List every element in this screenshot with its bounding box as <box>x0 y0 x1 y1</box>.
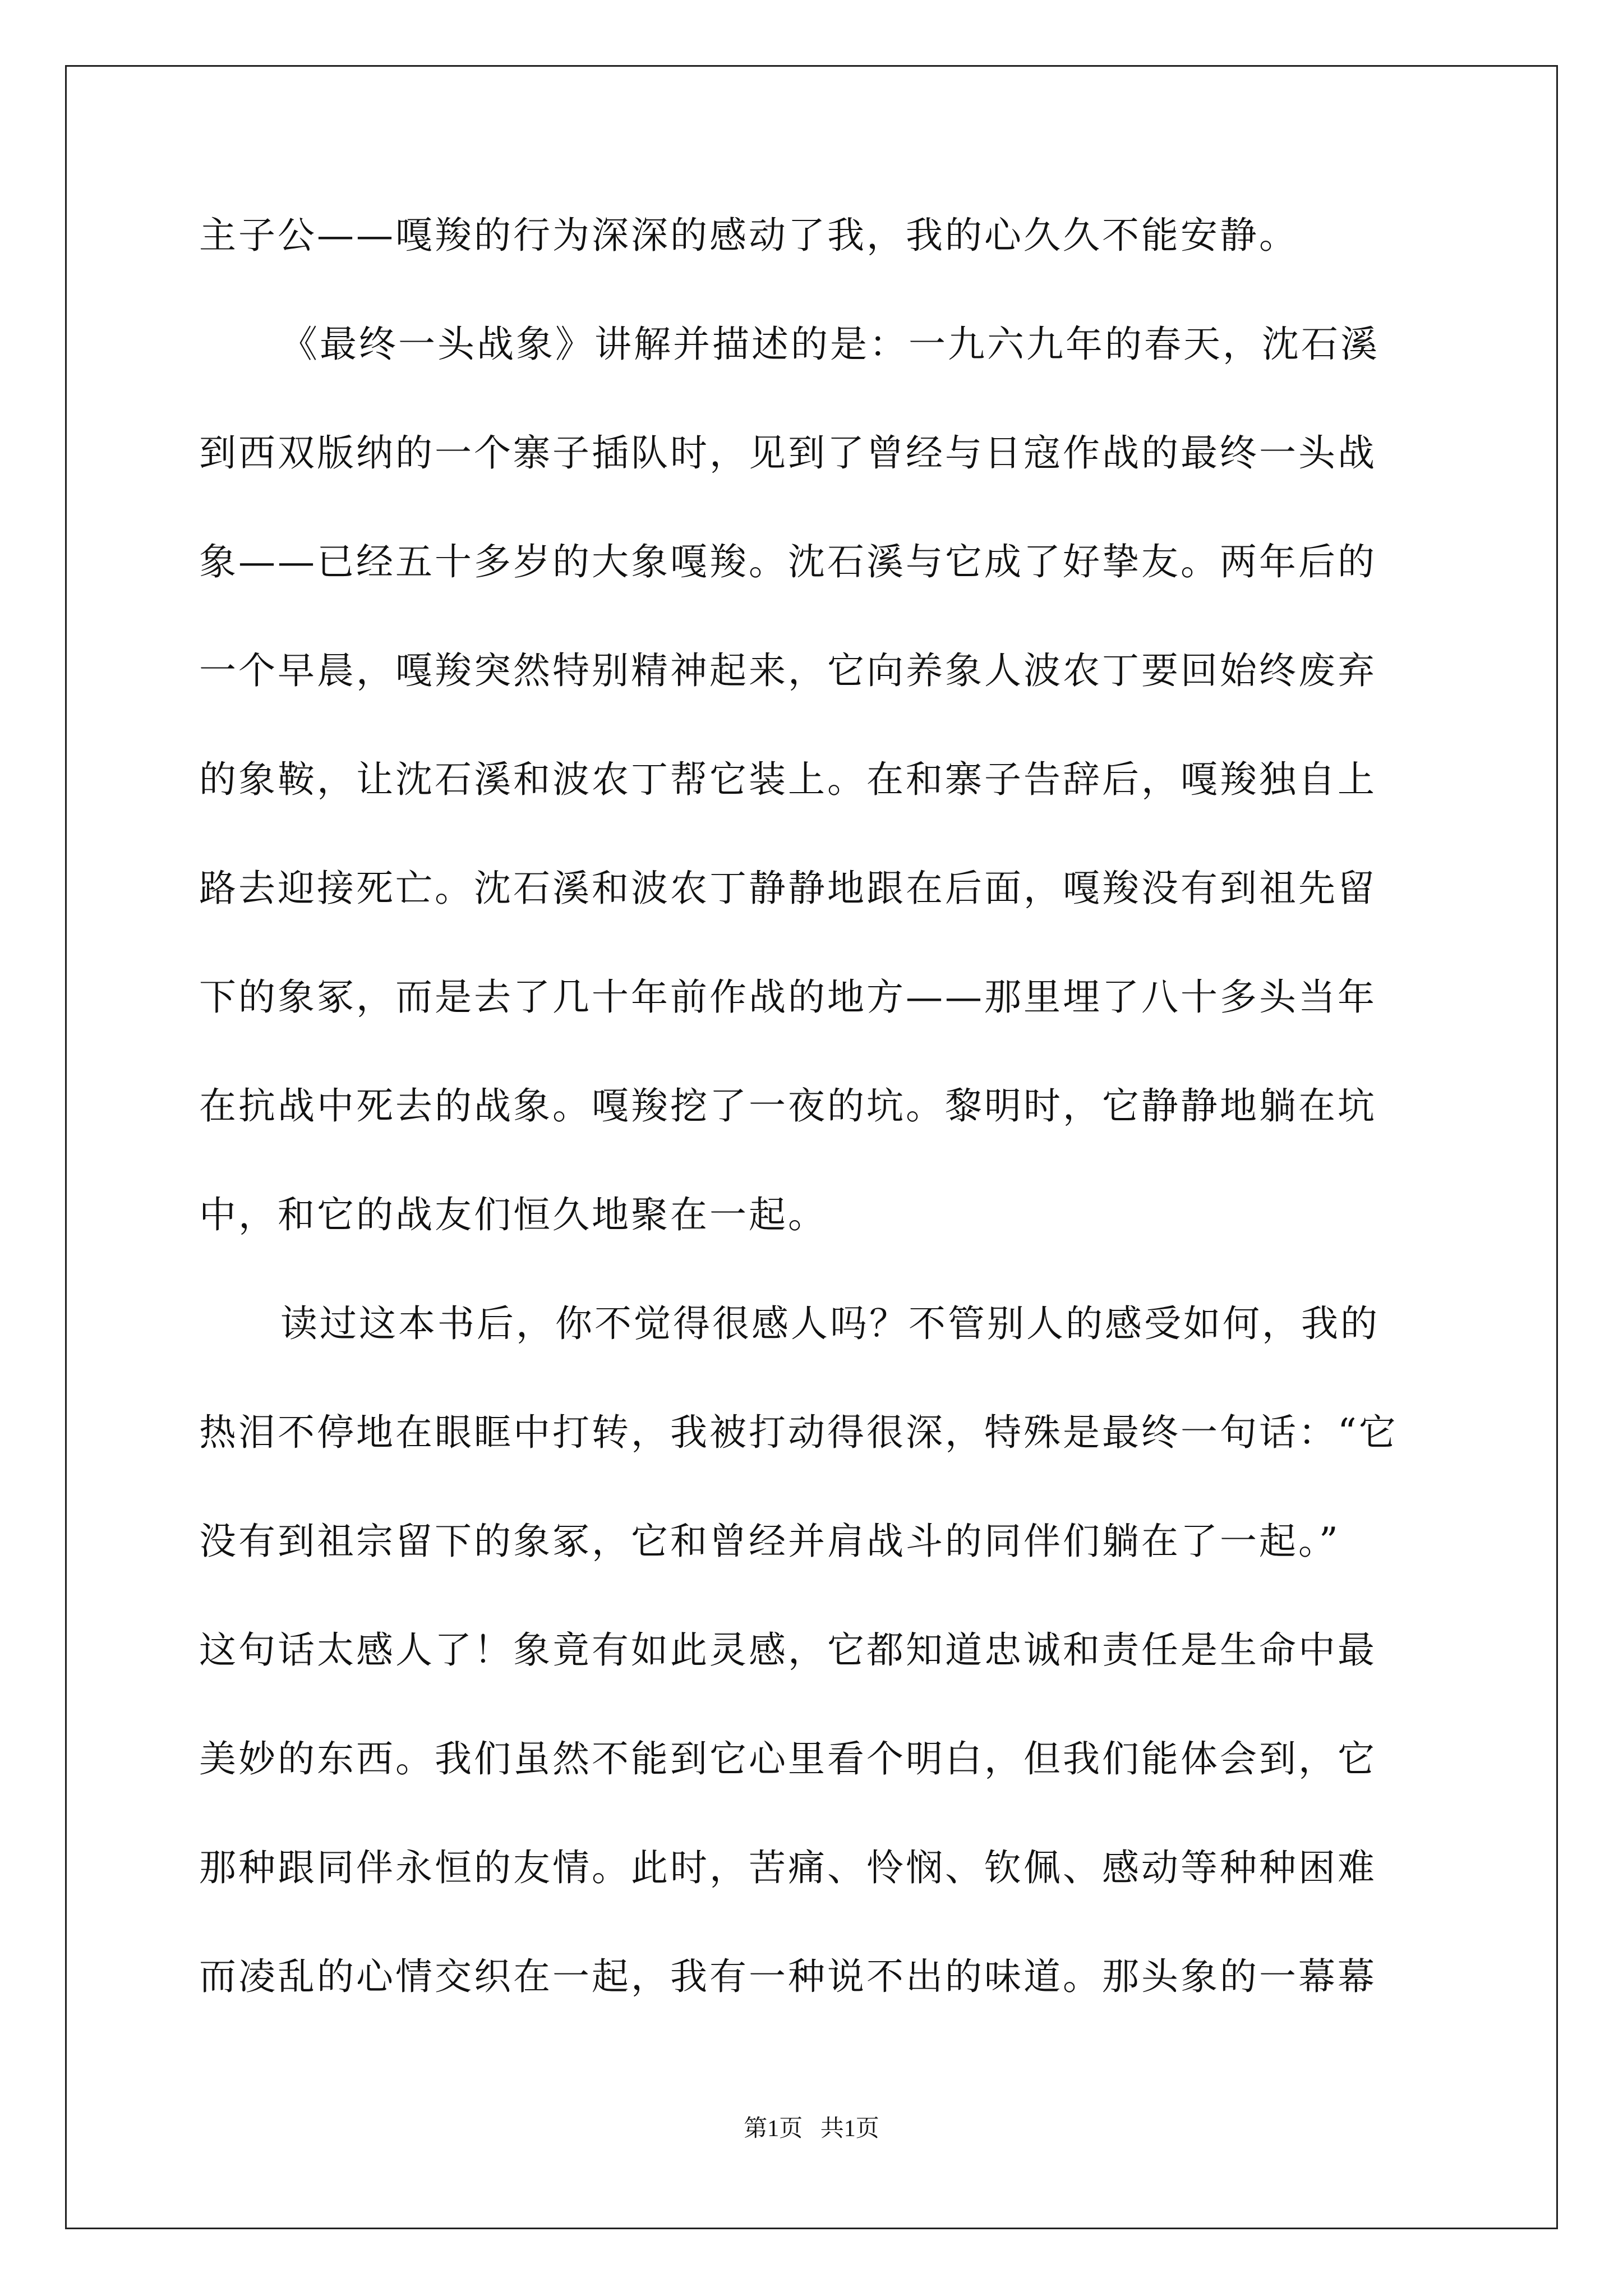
text-line: 路去迎接死亡。沈石溪和波农丁静静地跟在后面，嘎羧没有到祖先留 <box>199 867 1377 910</box>
text-line: 没有到祖宗留下的象冢，它和曾经并肩战斗的同伴们躺在了一起。” <box>199 1520 1340 1563</box>
text-line: 而凌乱的心情交织在一起，我有一种说不出的味道。那头象的一幕幕 <box>199 1955 1377 1998</box>
text-line: 这句话太感人了！象竟有如此灵感，它都知道忠诚和责任是生命中最 <box>199 1628 1377 1672</box>
text-line: 象——已经五十多岁的大象嘎羧。沈石溪与它成了好挚友。两年后的 <box>199 540 1377 583</box>
text-line: 《最终一头战象》讲解并描述的是：一九六九年的春天，沈石溪 <box>280 323 1380 366</box>
text-line: 的象鞍，让沈石溪和波农丁帮它装上。在和寨子告辞后，嘎羧独自上 <box>199 758 1377 801</box>
document-body <box>199 210 1433 2060</box>
text-line: 到西双版纳的一个寨子插队时，见到了曾经与日寇作战的最终一头战 <box>199 431 1377 475</box>
text-line: 热泪不停地在眼眶中打转，我被打动得很深，特殊是最终一句话：“它 <box>199 1411 1398 1454</box>
text-line: 一个早晨，嘎羧突然特别精神起来，它向养象人波农丁要回始终废弃 <box>199 649 1377 692</box>
text-line: 美妙的东西。我们虽然不能到它心里看个明白，但我们能体会到，它 <box>199 1737 1377 1780</box>
text-line: 下的象冢，而是去了几十年前作战的地方——那里埋了八十多头当年 <box>199 976 1377 1019</box>
text-line: 在抗战中死去的战象。嘎羧挖了一夜的坑。黎明时，它静静地躺在坑 <box>199 1084 1377 1128</box>
page-number-footer: 第1页 共1页 <box>744 2116 879 2142</box>
text-line: 读过这本书后，你不觉得很感人吗？不管别人的感受如何，我的 <box>280 1302 1380 1345</box>
text-line: 那种跟同伴永恒的友情。此时，苦痛、怜悯、钦佩、感动等种种困难 <box>199 1846 1377 1889</box>
text-line: 主子公——嘎羧的行为深深的感动了我，我的心久久不能安静。 <box>199 214 1298 257</box>
text-line: 中，和它的战友们恒久地聚在一起。 <box>199 1193 827 1236</box>
